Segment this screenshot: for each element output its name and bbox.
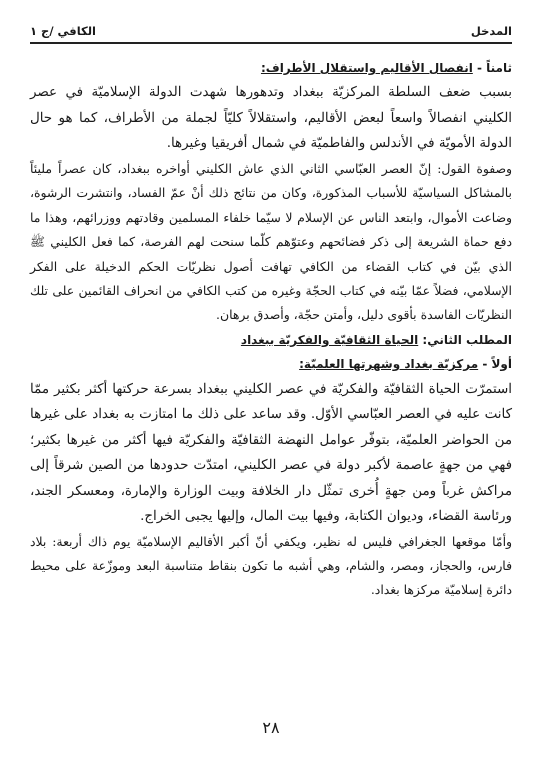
paragraph-1: بسبب ضعف السلطة المركزيّة ببغداد وتدهورها شهدت الدولة الإسلاميّة في عصر الكليني انفصالاً واسعاً لبعض الأقاليم، واستقلالاً كليّاً لجملة من الأطراف، كما هو حال الدولة الأمويّة في الأندلس والفاطميّة في شمال أفريقيا وغيرها.: [30, 85, 512, 152]
running-header: [30, 22, 512, 40]
paragraph-2: وصفوة القول: إنّ العصر العبّاسي الثاني الذي عاش الكليني أواخره ببغداد، كان عصراً مليئاً بالمشاكل السياسيّة للأسباب المذكورة، وكان من نتائج ذلك أنْ عمّ الفساد، وانتشرت الرشوة، وضاعت الأموال، وابتعد الناس عن الإسلام لا سيّما خلفاء المسلمين وقادتهم ووزرائهم، وهذا ما دفع حماة الشريعة إلى ذكر فضائحهم وعتوّهم كلّما سنحت لهم الفرصة، كما فعل الكليني ﷺ الذي بيّن في كتاب القضاء من الكافي تهافت أصول نظريّات الحكم الدخيلة على الفكر الإسلامي، فضلاً عمّا بيّنه في كتاب الحجّة وغيره من كتب الكافي من انحراف القائمين على تلك النظريّات الفاسدة بأقوى دليل، وأمتن حجّة، وأصدق برهان.: [30, 160, 512, 323]
chapter-heading-2: المطلب الثاني: الحياة الثقافيّة والفكريّة ببغداد: [240, 332, 512, 347]
header-book-volume: الكافي /ج ١: [30, 24, 96, 38]
header-section-title: المدخل: [470, 24, 512, 38]
paragraph-4: وأمّا موقعها الجغرافي فليس له نظير، ويكفي أنّ أكبر الأقاليم الإسلاميّة يوم ذاك أربعة: بلاد فارس، والحجاز، ومصر، والشام، وهي أشبه ما تكون بنقاط متناسبة البعد وموزّعة على محيط دائرة إسلاميّة مركزها بغداد.: [30, 533, 512, 598]
header-rule: [30, 42, 512, 44]
page-number: ٢٨: [262, 718, 280, 737]
body-text: [30, 56, 512, 603]
paragraph-3: استمرّت الحياة الثقافيّة والفكريّة في عصر الكليني ببغداد بسرعة حركتها أكثر بكثير ممّا كانت عليه في العصر العبّاسي الأوّل. وقد ساعد على ذلك ما امتازت به بغداد على غيرها من الحواضر العلميّة، بتوفّر عوامل النهضة الثقافيّة والفكريّة فيها أكثر من غيرها بكثير؛ فهي من جهةٍ عاصمة لأكبر دولة في عصر الكليني، امتدّت حدودها من الصين شرقاً إلى مراكش غرباً ومن جهةٍ أُخرى تمثّل دار الخلافة وبيت الوزارة والإمارة، ومعسكر الجند، ورئاسة القضاء، وديوان الكتابة، وفيها بيت المال، وإليها يجبى الخراج.: [30, 381, 512, 525]
section-heading-8: ثامناً - انفصال الأقاليم واستقلال الأطراف:: [260, 61, 512, 75]
subsection-heading-1: أولاً - مركزيّة بغداد وشهرتها العلميّة:: [299, 357, 512, 372]
